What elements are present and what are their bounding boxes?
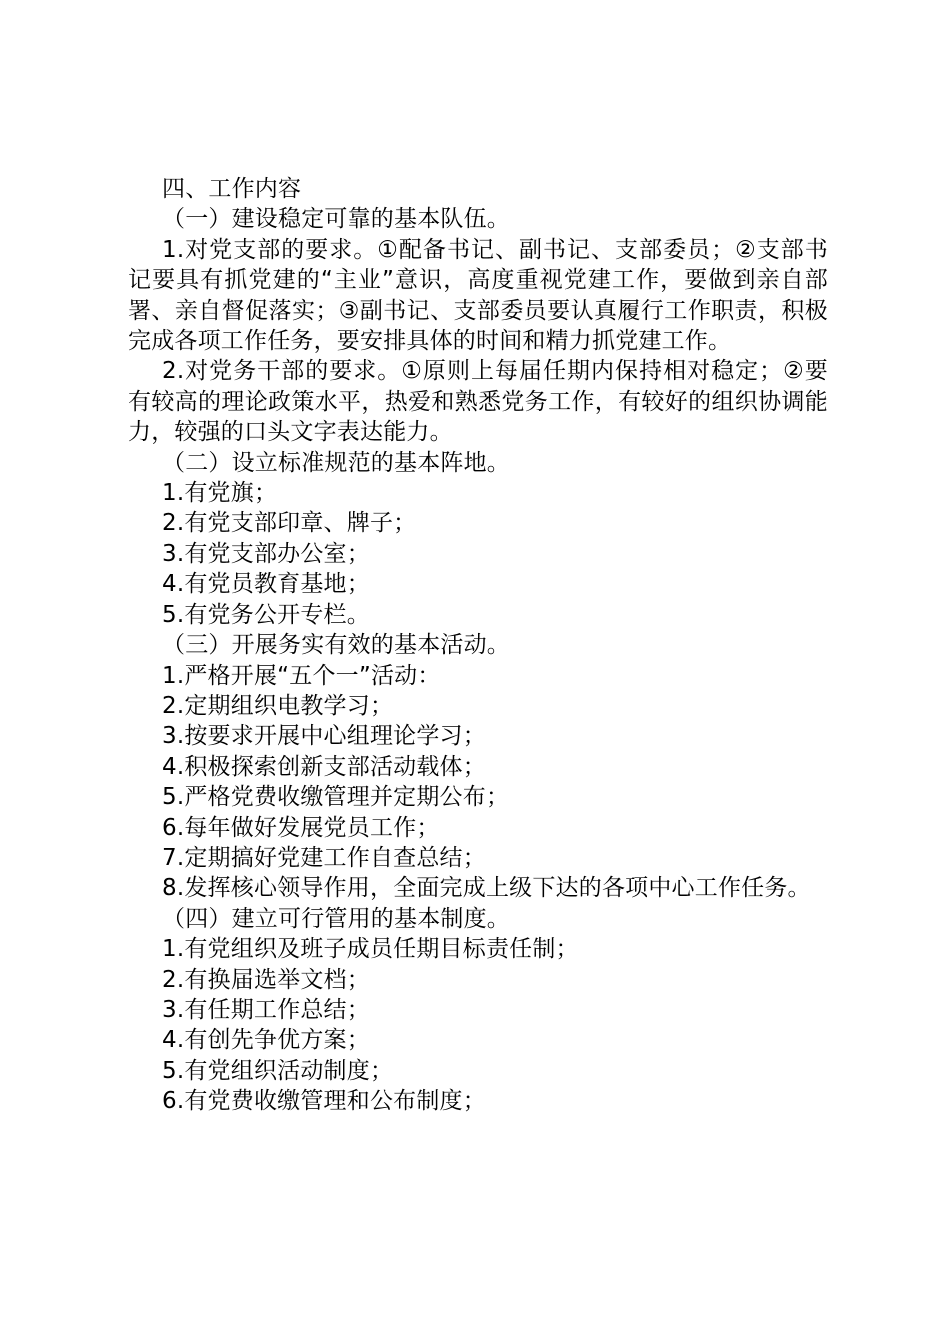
list-item: 5.有党组织活动制度； xyxy=(162,1057,394,1084)
list-item: 2.有党支部印章、牌子； xyxy=(162,510,417,537)
list-item: 4.积极探索创新支部活动载体； xyxy=(162,753,486,780)
list-item: 2.定期组织电教学习； xyxy=(162,692,394,719)
paragraph: 2.对党务干部的要求。①原则上每届任期内保持相对稳定；②要有较高的理论政策水平，热爱和熟悉党务工作，有较好的组织协调能力，较强的口头文字表达能力。 xyxy=(128,358,828,446)
list-item: 1.有党旗； xyxy=(162,480,278,507)
list-item: 1.有党组织及班子成员任期目标责任制； xyxy=(162,936,579,963)
list-item: 6.有党费收缴管理和公布制度； xyxy=(162,1088,486,1115)
list-item: 5.有党务公开专栏。 xyxy=(162,601,370,628)
list-item: 2.有换届选举文档； xyxy=(162,966,370,993)
subsection-heading: （一）建设稳定可靠的基本队伍。 xyxy=(162,206,510,233)
list-item: 4.有创先争优方案； xyxy=(162,1027,370,1054)
list-item: 6.每年做好发展党员工作； xyxy=(162,814,440,841)
subsection-heading: （二）设立标准规范的基本阵地。 xyxy=(162,449,510,476)
subsection-heading: （三）开展务实有效的基本活动。 xyxy=(162,632,510,659)
list-item: 8.发挥核心领导作用，全面完成上级下达的各项中心工作任务。 xyxy=(162,875,811,902)
list-item: 3.有任期工作总结； xyxy=(162,996,370,1023)
list-item: 7.定期搞好党建工作自查总结； xyxy=(162,844,486,871)
document-body xyxy=(128,174,828,1117)
paragraph: 1.对党支部的要求。①配备书记、副书记、支部委员；②支部书记要具有抓党建的“主业”意识，高度重视党建工作，要做到亲自部署、亲自督促落实；③副书记、支部委员要认真履行工作职责，积极完成各项工作任务，要安排具体的时间和精力抓党建工作。 xyxy=(128,236,828,355)
list-item: 4.有党员教育基地； xyxy=(162,571,370,598)
subsection-heading: （四）建立可行管用的基本制度。 xyxy=(162,905,510,932)
list-item: 3.有党支部办公室； xyxy=(162,540,370,567)
list-item: 5.严格党费收缴管理并定期公布； xyxy=(162,784,510,811)
section-heading: 四、工作内容 xyxy=(162,176,302,202)
list-item: 3.按要求开展中心组理论学习； xyxy=(162,723,486,750)
list-item: 1.严格开展“五个一”活动： xyxy=(162,662,441,689)
